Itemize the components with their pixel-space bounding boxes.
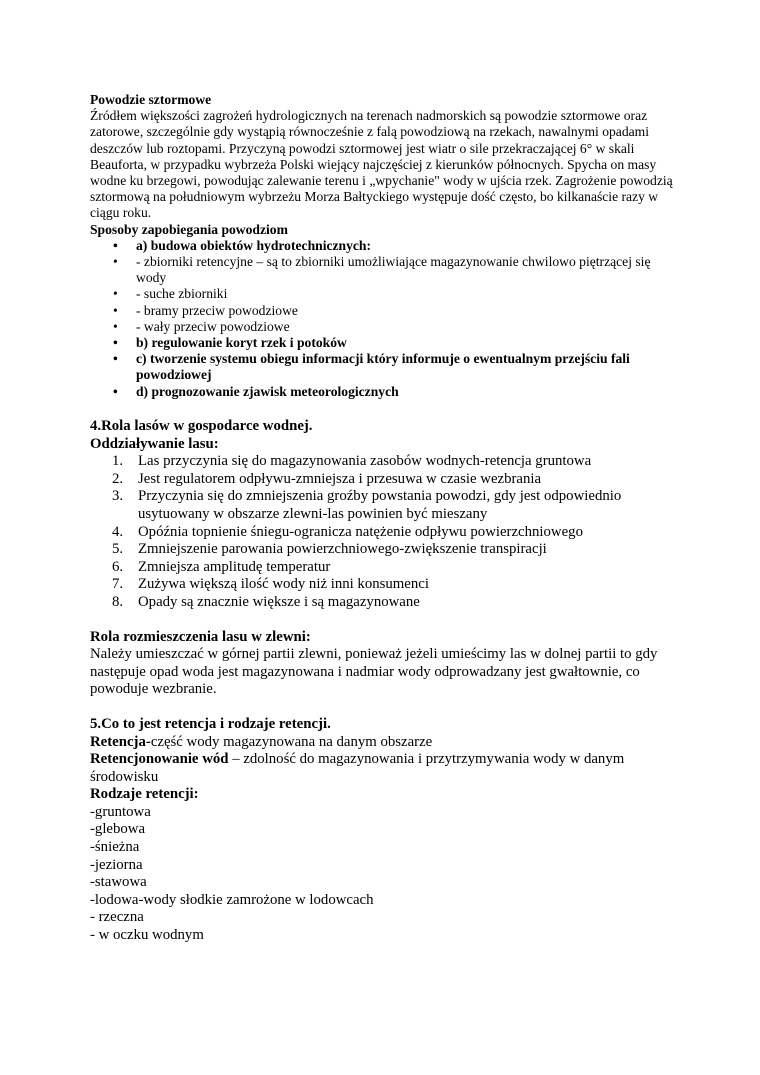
list-text: Zmniejsza amplitudę temperatur [138, 558, 331, 575]
forest-placement-heading: Rola rozmieszczenia lasu w zlewni: [90, 628, 311, 645]
list-text: Opóźnia topnienie śniegu-ogranicza natężenie odpływu powierzchniowego [138, 523, 583, 540]
prevention-heading: Sposoby zapobiegania powodziom [90, 221, 288, 237]
list-item [90, 524, 680, 542]
storm-floods-paragraph: Źródłem większości zagrożeń hydrologicznych na terenach nadmorskich są powodzie sztormowe oraz zatorowe, szczególnie gdy wystąpią równocześnie z falą powodziową na rzekach, nawalnymi opadami deszczów lub roztopami. Przyczyną powodzi sztormowej jest wiatr o sile przekraczającej 6° w skali Beauforta, w przypadku wybrzeża Polski wiejący najczęściej z kierunków północnych. Spycha on masy wodne ku brzegowi, powodując zalewanie terenu i „wpychanie" wody w ujścia rzek. Zagrożenie powodzią sztormową na południowym wybrzeżu Morza Bałtyckiego występuje dość często, bo kilkanaście razy w ciągu roku. [90, 108, 673, 221]
list-item [90, 453, 680, 471]
water-retention-term: Retencjonowanie wód [90, 751, 229, 768]
prevention-item: • - bramy przeciw powodziowe [90, 303, 680, 319]
list-item [90, 488, 680, 523]
prevention-item: • b) regulowanie koryt rzek i potoków [90, 335, 680, 351]
retention-type: -stawowa [90, 874, 147, 891]
prevention-list [90, 238, 680, 400]
section-storm-floods [90, 92, 680, 400]
list-item [90, 471, 680, 489]
water-retention-definition [90, 751, 680, 786]
list-text: Przyczynia się do zmniejszenia groźby powstania powodzi, gdy jest odpowiednio usytuowany w obszarze zlewni-las powinien być mieszany [138, 488, 622, 522]
prevention-item: • c) tworzenie systemu obiegu informacji który informuje o ewentualnym przejściu fali powodziowej [90, 351, 680, 383]
retention-definition [90, 734, 680, 752]
prevention-item: • a) budowa obiektów hydrotechnicznych: [90, 238, 680, 254]
list-item [90, 594, 680, 612]
retention-type: -glebowa [90, 821, 146, 838]
list-number: 1. [112, 453, 124, 470]
list-number: 2. [112, 470, 124, 487]
prevention-item: • - suche zbiorniki [90, 286, 680, 302]
retention-type: - rzeczna [90, 909, 144, 926]
water-retention-term-text: – zdolność do magazynowania i przytrzymywania wody w danym środowisku [90, 751, 625, 785]
forest-impact-heading: Oddziaływanie lasu: [90, 435, 219, 452]
retention-term: Retencja- [90, 733, 151, 750]
list-text: Las przyczynia się do magazynowania zasobów wodnych-retencja gruntowa [138, 453, 592, 470]
forest-impact-list [90, 453, 680, 611]
list-number: 6. [112, 558, 124, 575]
retention-type: -jeziorna [90, 856, 143, 873]
list-text: Jest regulatorem odpływu-zmniejsza i przesuwa w czasie wezbrania [138, 470, 542, 487]
forests-heading: 4.Rola lasów w gospodarce wodnej. [90, 418, 313, 434]
storm-floods-heading: Powodzie sztormowe [90, 92, 212, 107]
list-number: 5. [112, 541, 124, 558]
retention-type: - w oczku wodnym [90, 927, 204, 944]
list-number: 7. [112, 576, 124, 593]
retention-types-heading: Rodzaje retencji: [90, 786, 199, 803]
list-number: 4. [112, 523, 124, 540]
list-text: Zmniejszenie parowania powierzchniowego-zwiększenie transpiracji [138, 541, 547, 558]
retention-type: -śnieżna [90, 839, 140, 856]
list-text: Zużywa większą ilość wody niż inni konsumenci [138, 576, 429, 593]
list-number: 8. [112, 593, 124, 610]
retention-term-text: część wody magazynowana na danym obszarze [150, 733, 433, 750]
retention-type: -lodowa-wody słodkie zamrożone w lodowcach [90, 891, 374, 908]
list-item [90, 576, 680, 594]
prevention-item: • - wały przeciw powodziowe [90, 319, 680, 335]
retention-type: -gruntowa [90, 803, 151, 820]
forest-placement-paragraph: Należy umieszczać w górnej partii zlewni, ponieważ jeżeli umieścimy las w dolnej partii to gdy następuje opad woda jest magazynowana i nadmiar wody odprowadzany jest gwałtownie, co powoduje wezbranie. [90, 646, 658, 698]
prevention-item: • - zbiorniki retencyjne – są to zbiorniki umożliwiające magazynowanie chwilowo piętrzącej się wody [90, 254, 680, 286]
list-item [90, 541, 680, 559]
list-item [90, 559, 680, 577]
retention-heading: 5.Co to jest retencja i rodzaje retencji. [90, 715, 331, 732]
list-number: 3. [112, 488, 124, 505]
prevention-item: • d) prognozowanie zjawisk meteorologicznych [90, 384, 680, 400]
section-forests [90, 418, 680, 945]
list-text: Opady są znacznie większe i są magazynowane [138, 593, 420, 610]
